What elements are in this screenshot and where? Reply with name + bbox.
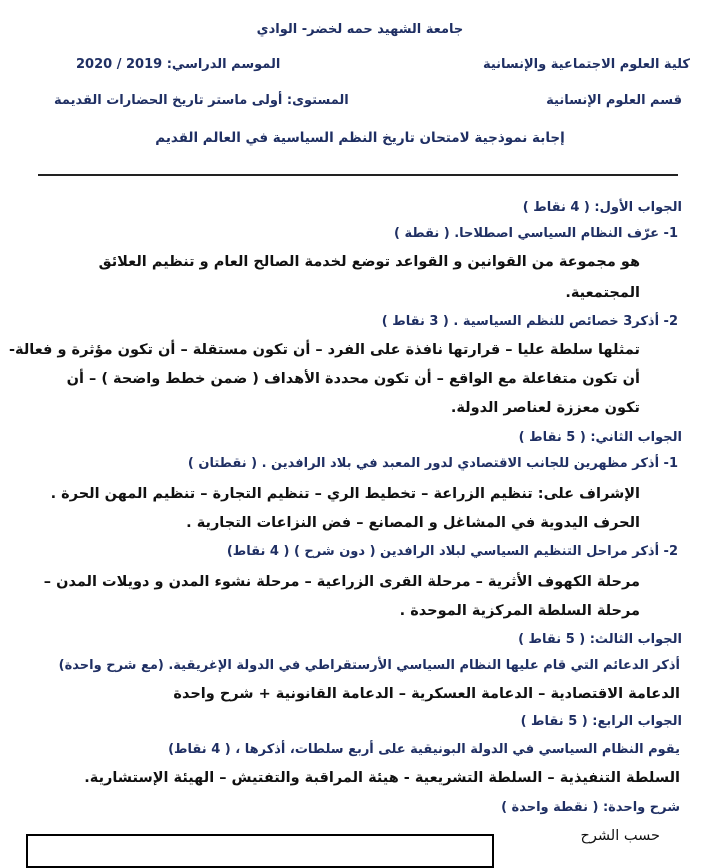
answer-1-response-2-line-1: تمثلها سلطة عليا – قرارتها نافذة على الفرد – أن تكون مستقلة – أن تكون مؤثرة و فعالة- xyxy=(9,342,640,358)
header-divider xyxy=(38,174,678,176)
answer-2-response-2-line-2: مرحلة السلطة المركزية الموحدة . xyxy=(399,603,640,619)
exam-title: إجابة نموذجية لامتحان تاريخ النظم السياسية في العالم القديم xyxy=(155,130,565,146)
answer-2-response-2-line-1: مرحلة الكهوف الأثرية – مرحلة القرى الزراعية – مرحلة نشوء المدن و دويلات المدن – xyxy=(43,574,640,590)
answer-4-question-1: يقوم النظام السياسي في الدولة البونيقية على أربع سلطات، أذكرها ، ( 4 نقاط) xyxy=(168,742,680,757)
answer-2-response-1-line-2: الحرف اليدوية في المشاغل و المصانع – فض النزاعات التجارية . xyxy=(186,515,640,531)
faculty-name: كلية العلوم الاجتماعية والإنسانية xyxy=(482,57,690,72)
answer-4-title: الجواب الرابع: ( 5 نقاط ) xyxy=(520,714,682,729)
answer-1-response-1-line-2: المجتمعية. xyxy=(565,285,640,301)
study-level: المستوى: أولى ماستر تاريخ الحضارات القديمة xyxy=(54,93,349,108)
answer-1-response-2-line-2: أن تكون متفاعلة مع الواقع – أن تكون محددة الأهداف ( ضمن خطط واضحة ) – أن xyxy=(66,371,640,387)
answer-2-response-1-line-1: الإشراف على: تنظيم الزراعة – تخطيط الري – تنظيم التجارة – تنظيم المهن الحرة . xyxy=(50,486,640,502)
answer-1-question-2: 2- أذكر3 خصائص للنظم السياسية . ( 3 نقاط ) xyxy=(381,314,678,329)
university-name: جامعة الشهيد حمه لخضر- الوادي xyxy=(256,22,464,37)
answer-3-response-1: الدعامة الاقتصادية – الدعامة العسكرية – الدعامة القانونية + شرح واحدة xyxy=(173,686,680,702)
academic-season: الموسم الدراسي: 2019 / 2020 xyxy=(76,57,281,72)
answer-4-note-answer: حسب الشرح xyxy=(580,828,660,844)
answer-3-question-1: أذكر الدعائم التي قام عليها النظام السياسي الأرستقراطي في الدولة الإغريقية. (مع شرح واحدة) xyxy=(58,658,680,673)
answer-2-question-2: 2- أذكر مراحل التنظيم السياسي لبلاد الرافدين ( دون شرح ) ( 4 نقاط) xyxy=(226,544,678,559)
answer-2-question-1: 1- أذكر مظهرين للجانب الاقتصادي لدور المعبد في بلاد الرافدين . ( نقطتان ) xyxy=(187,456,678,471)
answer-1-question-1: 1- عرّف النظام السياسي اصطلاحا. ( نقطة ) xyxy=(393,226,678,241)
answer-3-title: الجواب الثالث: ( 5 نقاط ) xyxy=(518,632,682,647)
answer-1-response-1-line-1: هو مجموعة من القوانين و القواعد توضع لخدمة الصالح العام و تنظيم العلائق xyxy=(98,254,640,270)
answer-4-response-1: السلطة التنفيذية – السلطة التشريعية - هيئة المراقبة والتفتيش – الهيئة الإستشارية. xyxy=(84,770,680,786)
answer-1-response-2-line-3: تكون معززة لعناصر الدولة. xyxy=(450,400,640,416)
department-name: قسم العلوم الإنسانية xyxy=(546,93,682,108)
signature-box xyxy=(26,834,494,868)
answer-2-title: الجواب الثاني: ( 5 نقاط ) xyxy=(518,430,682,445)
answer-4-note: شرح واحدة: ( نقطة واحدة ) xyxy=(501,800,680,815)
answer-1-title: الجواب الأول: ( 4 نقاط ) xyxy=(522,200,682,215)
